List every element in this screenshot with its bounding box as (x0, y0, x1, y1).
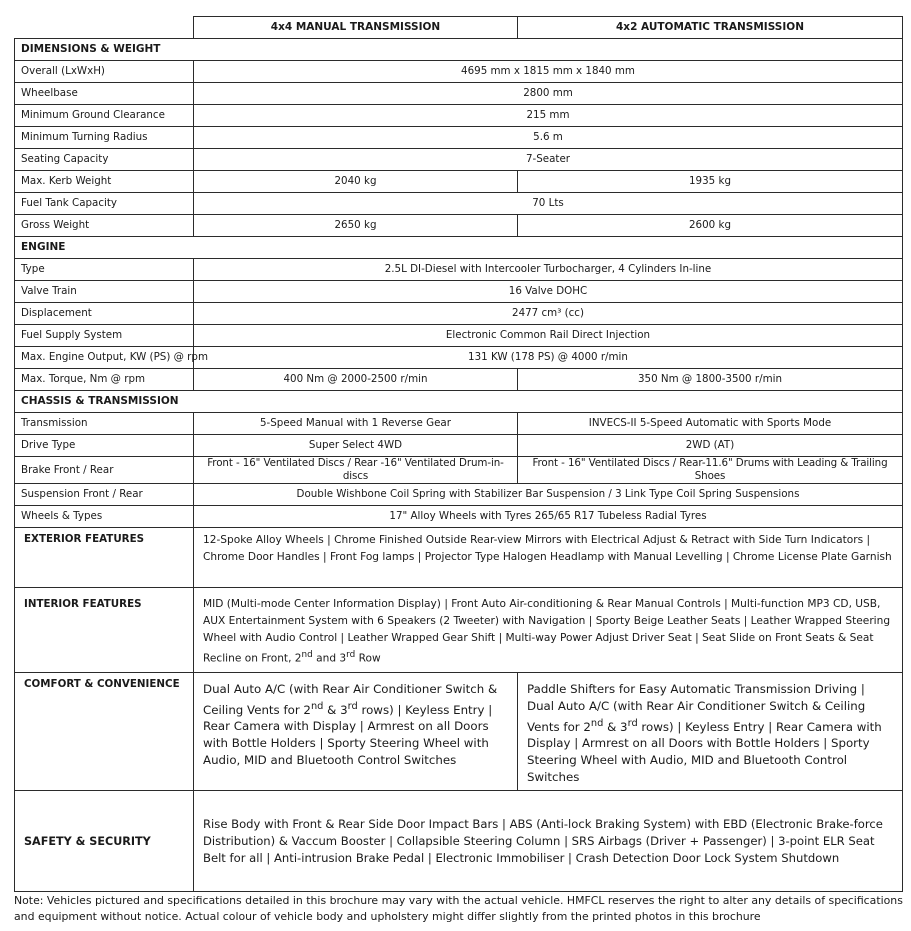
comfort-text-part: rows) | Keyless Entry | Rear Camera with Display | Armrest on all Doors with Bottle Holders | Sporty Steering Wheel with Audio, MID and Bluetooth Control Switches (203, 702, 493, 768)
disclaimer-note: Note: Vehicles pictured and specifications detailed in this brochure may vary with the actual vehicle. HMFCL reserves the right to alter any details of specifications and equipment without notice. Actual colour of vehicle body and upholstery might differ slightly from the printed photos in this brochure (14, 894, 903, 923)
header-manual: 4x4 MANUAL TRANSMISSION (194, 17, 518, 39)
row-value-automatic: Front - 16" Ventilated Discs / Rear-11.6" Drums with Leading & Trailing Shoes (518, 457, 903, 484)
table-row (15, 281, 903, 303)
row-label: Max. Engine Output, KW (PS) @ rpm (15, 347, 194, 369)
table-row (15, 457, 903, 484)
section-row (15, 39, 903, 61)
interior-text-part: Row (355, 652, 381, 665)
section-dimensions: DIMENSIONS & WEIGHT (15, 39, 903, 61)
superscript: rd (346, 650, 356, 660)
comfort-text-part: Dual Auto A/C (with Rear Air Conditioner Switch & Ceiling Vents for 2 (203, 681, 498, 717)
row-value-automatic: 2600 kg (518, 215, 903, 237)
comfort-features-label: COMFORT & CONVENIENCE (15, 672, 194, 791)
header-blank-cell (15, 17, 194, 39)
row-label: Gross Weight (15, 215, 194, 237)
section-row (15, 391, 903, 413)
table-row (15, 193, 903, 215)
row-label: Transmission (15, 413, 194, 435)
exterior-features-text: 12-Spoke Alloy Wheels | Chrome Finished Outside Rear-view Mirrors with Electrical Adjust & Retract with Side Turn Indicators | Chrome Door Handles | Front Fog lamps | Projector Type Halogen Headlamp with Manual Levelling | Chrome License Plate Garnish (194, 528, 903, 588)
row-value-automatic: 2WD (AT) (518, 435, 903, 457)
table-row (15, 369, 903, 391)
table-row (15, 325, 903, 347)
exterior-features-label: EXTERIOR FEATURES (15, 528, 194, 588)
comfort-text-part: rows) | Keyless Entry | Rear Camera with Display | Armrest on all Doors with Bottle Holders | Sporty Steering Wheel with Audio, MID and Bluetooth Control Switches (527, 719, 882, 785)
table-row (15, 171, 903, 193)
table-row (15, 127, 903, 149)
interior-text-part: and 3 (312, 652, 347, 665)
row-value: 16 Valve DOHC (194, 281, 903, 303)
row-value-manual: Front - 16" Ventilated Discs / Rear -16" Ventilated Drum-in-discs (194, 457, 518, 484)
comfort-text-part: & 3 (603, 719, 628, 734)
row-value: 131 KW (178 PS) @ 4000 r/min (194, 347, 903, 369)
row-value: 4695 mm x 1815 mm x 1840 mm (194, 61, 903, 83)
superscript: rd (347, 700, 358, 712)
superscript: rd (627, 717, 638, 729)
row-value: 7-Seater (194, 149, 903, 171)
superscript: nd (590, 717, 604, 729)
row-label: Valve Train (15, 281, 194, 303)
row-value: 17" Alloy Wheels with Tyres 265/65 R17 Tubeless Radial Tyres (194, 506, 903, 528)
row-label: Fuel Tank Capacity (15, 193, 194, 215)
safety-features-label: SAFETY & SECURITY (15, 791, 194, 892)
row-label: Suspension Front / Rear (15, 484, 194, 506)
table-row (15, 259, 903, 281)
row-label: Seating Capacity (15, 149, 194, 171)
interior-features-text (194, 588, 903, 673)
row-value: 2477 cm³ (cc) (194, 303, 903, 325)
row-label: Max. Kerb Weight (15, 171, 194, 193)
table-row (15, 413, 903, 435)
row-label: Type (15, 259, 194, 281)
table-row (15, 506, 903, 528)
table-row (15, 435, 903, 457)
interior-features-row (15, 588, 903, 673)
row-label: Minimum Ground Clearance (15, 105, 194, 127)
table-row (15, 149, 903, 171)
superscript: nd (301, 650, 313, 660)
spec-sheet (14, 16, 902, 892)
row-value-automatic: 350 Nm @ 1800-3500 r/min (518, 369, 903, 391)
row-label: Fuel Supply System (15, 325, 194, 347)
row-value-manual: 2040 kg (194, 171, 518, 193)
comfort-features-manual (194, 672, 518, 791)
row-value: 70 Lts (194, 193, 903, 215)
row-value-manual: Super Select 4WD (194, 435, 518, 457)
row-value: 5.6 m (194, 127, 903, 149)
row-value-automatic: INVECS-II 5-Speed Automatic with Sports Mode (518, 413, 903, 435)
row-label: Displacement (15, 303, 194, 325)
table-row (15, 484, 903, 506)
table-row (15, 215, 903, 237)
row-value: Double Wishbone Coil Spring with Stabilizer Bar Suspension / 3 Link Type Coil Spring Suspensions (194, 484, 903, 506)
interior-text-part: MID (Multi-mode Center Information Display) | Front Auto Air-conditioning & Rear Manual Controls | Multi-function MP3 CD, USB, AUX Entertainment System with 6 Speakers (2 Tweeter) with Navigation | Sporty Beige Leather Seats | Leather Wrapped Steering Wheel with Audio Control | Leather Wrapped Gear Shift | Multi-way Power Adjust Driver Seat | Seat Slide on Front Seats & Seat Recline on Front, 2 (203, 598, 891, 665)
row-value: Electronic Common Rail Direct Injection (194, 325, 903, 347)
specifications-table (14, 16, 903, 892)
comfort-text-part: Paddle Shifters for Easy Automatic Transmission Driving | Dual Auto A/C (with Rear Air Conditioner Switch & Ceiling Vents for 2 (527, 681, 866, 734)
superscript: nd (310, 700, 324, 712)
row-value-manual: 400 Nm @ 2000-2500 r/min (194, 369, 518, 391)
row-value-manual: 5-Speed Manual with 1 Reverse Gear (194, 413, 518, 435)
row-label: Max. Torque, Nm @ rpm (15, 369, 194, 391)
row-label: Overall (LxWxH) (15, 61, 194, 83)
section-engine: ENGINE (15, 237, 903, 259)
row-label: Wheels & Types (15, 506, 194, 528)
safety-features-row (15, 791, 903, 892)
comfort-text-part: & 3 (323, 702, 348, 717)
header-row (15, 17, 903, 39)
table-row (15, 303, 903, 325)
section-chassis: CHASSIS & TRANSMISSION (15, 391, 903, 413)
comfort-features-row (15, 672, 903, 791)
safety-features-text: Rise Body with Front & Rear Side Door Impact Bars | ABS (Anti-lock Braking System) with EBD (Electronic Brake-force Distribution) & Vaccum Booster | Collapsible Steering Column | SRS Airbags (Driver + Passenger) | 3-point ELR Seat Belt for all | Anti-intrusion Brake Pedal | Electronic Immobiliser | Crash Detection Door Lock System Shutdown (194, 791, 903, 892)
exterior-features-row (15, 528, 903, 588)
row-value-manual: 2650 kg (194, 215, 518, 237)
table-row (15, 83, 903, 105)
row-value: 2.5L DI-Diesel with Intercooler Turbocharger, 4 Cylinders In-line (194, 259, 903, 281)
section-row (15, 237, 903, 259)
table-row (15, 61, 903, 83)
row-value: 215 mm (194, 105, 903, 127)
interior-features-label: INTERIOR FEATURES (15, 588, 194, 673)
row-value-automatic: 1935 kg (518, 171, 903, 193)
row-label: Wheelbase (15, 83, 194, 105)
row-label: Minimum Turning Radius (15, 127, 194, 149)
row-label: Brake Front / Rear (15, 457, 194, 484)
table-row (15, 347, 903, 369)
header-automatic: 4x2 AUTOMATIC TRANSMISSION (518, 17, 903, 39)
row-label: Drive Type (15, 435, 194, 457)
table-row (15, 105, 903, 127)
row-value: 2800 mm (194, 83, 903, 105)
comfort-features-automatic (518, 672, 903, 791)
